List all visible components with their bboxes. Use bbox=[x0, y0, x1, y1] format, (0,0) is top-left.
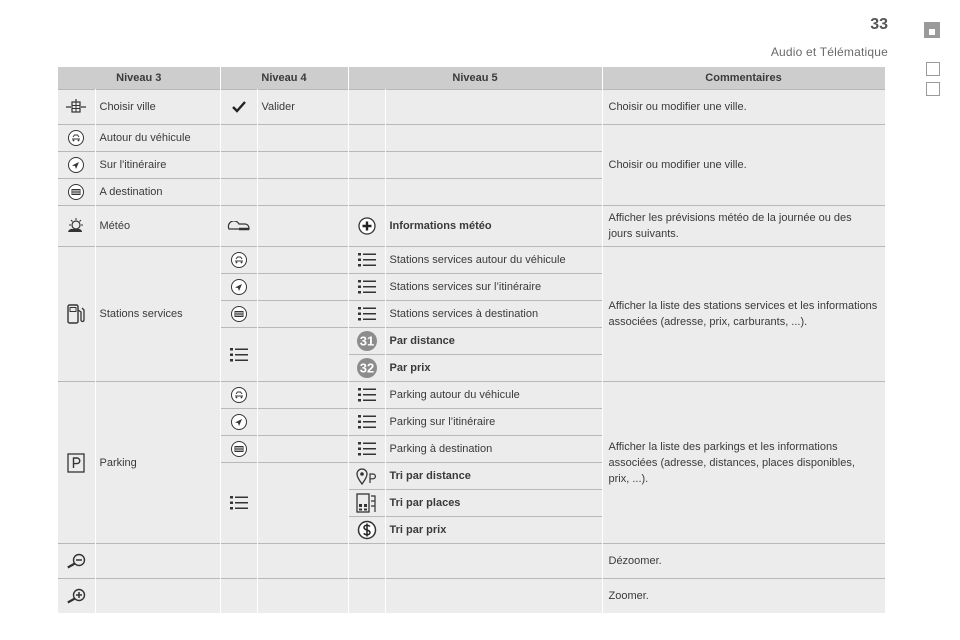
table-row bbox=[58, 90, 885, 125]
comment-parking: Afficher la liste des parkings et les informations associées (adresse, distances, places disponibles, prix, ...). bbox=[602, 382, 885, 544]
zoom-out-icon[interactable] bbox=[58, 544, 95, 579]
forecast-icon[interactable] bbox=[220, 206, 257, 247]
badge-31-text: 31 bbox=[359, 333, 374, 349]
route-circle-icon[interactable] bbox=[220, 409, 257, 436]
itineraire-label[interactable]: Sur l'itinéraire bbox=[95, 152, 220, 179]
table-row bbox=[58, 206, 885, 247]
route-circle-icon[interactable] bbox=[220, 274, 257, 301]
list-icon[interactable] bbox=[348, 436, 385, 463]
badge-32-text: 32 bbox=[359, 360, 374, 376]
list-icon[interactable] bbox=[220, 328, 257, 382]
header-niveau4: Niveau 4 bbox=[220, 67, 348, 90]
weather-icon[interactable] bbox=[58, 206, 95, 247]
comment-zoomer: Zoomer. bbox=[602, 579, 885, 614]
header-commentaires: Commentaires bbox=[602, 67, 885, 90]
side-tab-box bbox=[926, 62, 940, 76]
meteo-label[interactable]: Météo bbox=[95, 206, 220, 247]
list-icon[interactable] bbox=[348, 301, 385, 328]
page-number: 33 bbox=[870, 16, 888, 33]
route-circle-icon[interactable] bbox=[58, 152, 95, 179]
car-circle-icon[interactable] bbox=[220, 382, 257, 409]
parking-item[interactable]: Parking sur l’itinéraire bbox=[385, 409, 602, 436]
valider-label[interactable]: Valider bbox=[257, 90, 348, 125]
destination-circle-icon[interactable] bbox=[58, 179, 95, 206]
badge-32[interactable] bbox=[348, 355, 385, 382]
check-icon[interactable] bbox=[220, 90, 257, 125]
destination-label[interactable]: A destination bbox=[95, 179, 220, 206]
list-icon[interactable] bbox=[348, 409, 385, 436]
table-row bbox=[58, 125, 885, 152]
dollar-circle-icon[interactable] bbox=[348, 517, 385, 544]
list-icon[interactable] bbox=[348, 382, 385, 409]
menu-table bbox=[58, 67, 886, 613]
table-row bbox=[58, 579, 885, 614]
table-row bbox=[58, 382, 885, 409]
comment-stations: Afficher la liste des stations services et les informations associées (adresse, prix, carburants, ...). bbox=[602, 247, 885, 382]
header-niveau3: Niveau 3 bbox=[58, 67, 220, 90]
stations-item[interactable]: Stations services à destination bbox=[385, 301, 602, 328]
stations-label[interactable]: Stations services bbox=[95, 247, 220, 382]
comment-choisir-ville: Choisir ou modifier une ville. bbox=[602, 90, 885, 125]
autour-label[interactable]: Autour du véhicule bbox=[95, 125, 220, 152]
parking-item[interactable]: Tri par prix bbox=[385, 517, 602, 544]
parking-item[interactable]: Tri par places bbox=[385, 490, 602, 517]
stations-item[interactable]: Par prix bbox=[385, 355, 602, 382]
side-tab-active bbox=[924, 22, 940, 38]
fuel-pump-icon[interactable] bbox=[58, 247, 95, 382]
informations-meteo-label[interactable]: Informations météo bbox=[385, 206, 602, 247]
parking-icon[interactable] bbox=[58, 382, 95, 544]
table-row bbox=[58, 247, 885, 274]
stations-item[interactable]: Par distance bbox=[385, 328, 602, 355]
parking-label[interactable]: Parking bbox=[95, 382, 220, 544]
section-title: Audio et Télématique bbox=[770, 45, 888, 59]
comment-meteo: Afficher les prévisions météo de la journée ou des jours suivants. bbox=[602, 206, 885, 247]
badge-31[interactable] bbox=[348, 328, 385, 355]
stations-item[interactable]: Stations services sur l’itinéraire bbox=[385, 274, 602, 301]
choisir-ville-label[interactable]: Choisir ville bbox=[95, 90, 220, 125]
destination-circle-icon[interactable] bbox=[220, 436, 257, 463]
header-niveau5: Niveau 5 bbox=[348, 67, 602, 90]
list-icon[interactable] bbox=[220, 463, 257, 544]
parking-places-icon[interactable] bbox=[348, 490, 385, 517]
destination-circle-icon[interactable] bbox=[220, 301, 257, 328]
parking-item[interactable]: Parking autour du véhicule bbox=[385, 382, 602, 409]
list-icon[interactable] bbox=[348, 274, 385, 301]
plus-circle-icon[interactable] bbox=[348, 206, 385, 247]
side-tab-box bbox=[926, 82, 940, 96]
parking-item[interactable]: Tri par distance bbox=[385, 463, 602, 490]
comment-dezoomer: Dézoomer. bbox=[602, 544, 885, 579]
parking-item[interactable]: Parking à destination bbox=[385, 436, 602, 463]
car-circle-icon[interactable] bbox=[58, 125, 95, 152]
pin-grid-icon[interactable] bbox=[58, 90, 95, 125]
parking-pin-icon[interactable] bbox=[348, 463, 385, 490]
list-icon[interactable] bbox=[348, 247, 385, 274]
stations-item[interactable]: Stations services autour du véhicule bbox=[385, 247, 602, 274]
car-circle-icon[interactable] bbox=[220, 247, 257, 274]
zoom-in-icon[interactable] bbox=[58, 579, 95, 614]
header-row bbox=[58, 67, 885, 90]
comment-group-ville: Choisir ou modifier une ville. bbox=[602, 125, 885, 206]
table-row bbox=[58, 544, 885, 579]
